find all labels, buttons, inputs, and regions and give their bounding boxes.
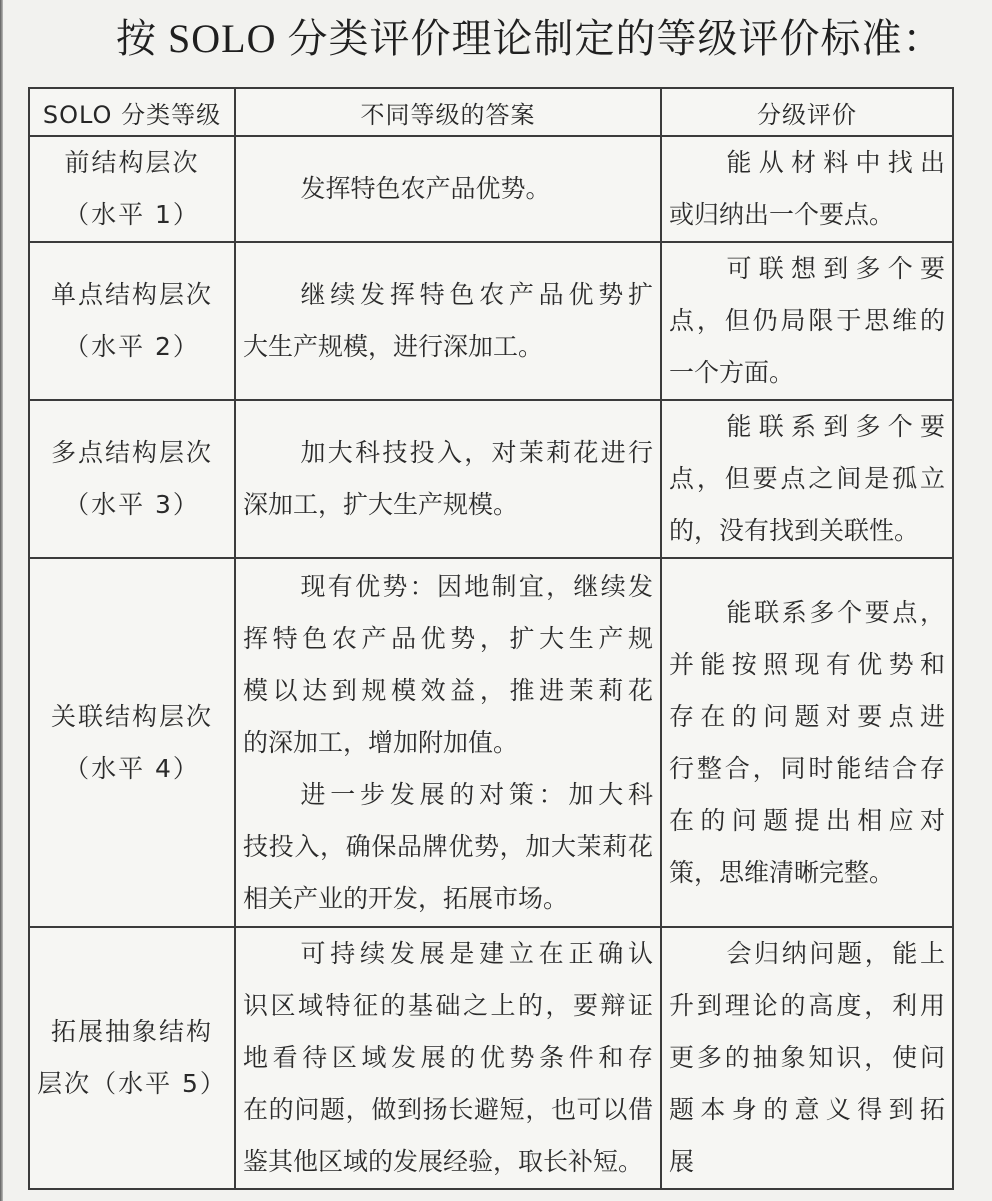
answer-cell <box>235 136 661 242</box>
answer-line: 加大科技投入，对茉莉花进行 <box>300 438 653 467</box>
page-title: 按 SOLO 分类评价理论制定的等级评价标准： <box>116 16 944 61</box>
evaluation-line: 的，没有找到关联性。 <box>669 516 920 545</box>
evaluation-cell <box>661 136 953 242</box>
answer-paragraph <box>243 427 653 531</box>
evaluation-line: 在的问题提出相应对 <box>669 805 945 835</box>
level-line: 关联结构层次 <box>50 701 213 731</box>
level-line: 单点结构层次 <box>50 280 213 309</box>
evaluation-line: 存在的问题对要点进 <box>669 701 945 731</box>
evaluation-paragraph <box>669 243 945 399</box>
evaluation-line: 题本身的意义得到拓 <box>669 1095 945 1124</box>
level-line: 前结构层次 <box>64 148 200 177</box>
answer-line: 深加工，扩大生产规模。 <box>243 490 519 519</box>
evaluation-paragraph <box>669 587 945 899</box>
level-cell <box>29 136 235 242</box>
answer-line: 继续发挥特色农产品优势扩 <box>300 280 653 309</box>
level-line: 多点结构层次 <box>50 438 213 467</box>
answer-paragraph <box>243 769 653 925</box>
table-row <box>29 242 953 400</box>
evaluation-line: 更多的抽象知识，使问 <box>669 1043 945 1072</box>
answer-paragraph <box>243 163 653 215</box>
level-line: （水平 3） <box>64 490 200 519</box>
level-cell <box>29 400 235 558</box>
evaluation-standard-table <box>28 87 954 1190</box>
level-line: 拓展抽象结构 <box>50 1017 213 1046</box>
level-cell <box>29 927 235 1189</box>
table-header-row <box>29 88 953 136</box>
evaluation-line: 或归纳出一个要点。 <box>669 200 895 229</box>
level-line: （水平 1） <box>64 200 200 229</box>
evaluation-paragraph <box>669 928 945 1188</box>
evaluation-line: 点，但要点之间是孤立 <box>669 464 945 493</box>
evaluation-line: 会归纳问题，能上 <box>726 939 945 968</box>
answer-line: 识区域特征的基础之上的，要辩证 <box>243 991 653 1020</box>
evaluation-paragraph <box>669 401 945 557</box>
header-evaluation: 分级评价 <box>661 88 953 136</box>
answer-line: 可持续发展是建立在正确认 <box>300 939 653 968</box>
scan-edge <box>0 0 3 1201</box>
answer-line: 模以达到规模效益，推进茉莉花 <box>243 675 653 705</box>
evaluation-cell <box>661 927 953 1189</box>
answer-line: 进一步发展的对策：加大科 <box>300 779 653 809</box>
table-row <box>29 400 953 558</box>
evaluation-line: 能联系到多个要 <box>726 412 945 441</box>
level-cell <box>29 558 235 927</box>
evaluation-line: 可联想到多个要 <box>726 254 945 283</box>
answer-cell <box>235 558 661 927</box>
evaluation-line: 升到理论的高度，利用 <box>669 991 945 1020</box>
answer-line: 挥特色农产品优势，扩大生产规 <box>243 623 653 653</box>
level-line: （水平 2） <box>64 332 200 361</box>
evaluation-line: 能联系多个要点， <box>726 597 945 627</box>
header-answers: 不同等级的答案 <box>235 88 661 136</box>
answer-paragraph <box>243 561 653 769</box>
header-solo-level: SOLO 分类等级 <box>29 88 235 136</box>
evaluation-line: 一个方面。 <box>669 358 795 387</box>
answer-cell <box>235 927 661 1189</box>
evaluation-line: 行整合，同时能结合存 <box>669 753 945 783</box>
level-line: （水平 4） <box>64 753 200 783</box>
answer-paragraph <box>243 928 653 1188</box>
table-row <box>29 558 953 927</box>
evaluation-line: 并能按照现有优势和 <box>669 649 945 679</box>
answer-line: 的深加工，增加附加值。 <box>243 727 519 757</box>
evaluation-paragraph <box>669 137 945 241</box>
evaluation-line: 策，思维清晰完整。 <box>669 857 895 887</box>
evaluation-cell <box>661 400 953 558</box>
table-row <box>29 136 953 242</box>
answer-line: 地看待区域发展的优势条件和存 <box>243 1043 653 1072</box>
level-cell <box>29 242 235 400</box>
evaluation-line: 展 <box>669 1147 695 1176</box>
answer-cell <box>235 400 661 558</box>
table-row <box>29 927 953 1189</box>
evaluation-line: 能从材料中找出 <box>726 148 945 177</box>
answer-line: 现有优势：因地制宜，继续发 <box>300 571 653 601</box>
answer-cell <box>235 242 661 400</box>
answer-paragraph <box>243 269 653 373</box>
answer-line: 相关产业的开发，拓展市场。 <box>243 883 569 913</box>
answer-line: 大生产规模，进行深加工。 <box>243 332 544 361</box>
level-line: 层次（水平 5） <box>37 1069 227 1098</box>
answer-line: 技投入，确保品牌优势，加大茉莉花 <box>243 831 653 861</box>
answer-line: 鉴其他区域的发展经验，取长补短。 <box>243 1147 644 1176</box>
evaluation-line: 点，但仍局限于思维的 <box>669 306 945 335</box>
answer-line: 在的问题，做到扬长避短，也可以借 <box>243 1095 653 1124</box>
evaluation-cell <box>661 242 953 400</box>
evaluation-cell <box>661 558 953 927</box>
answer-line: 发挥特色农产品优势。 <box>300 174 551 203</box>
